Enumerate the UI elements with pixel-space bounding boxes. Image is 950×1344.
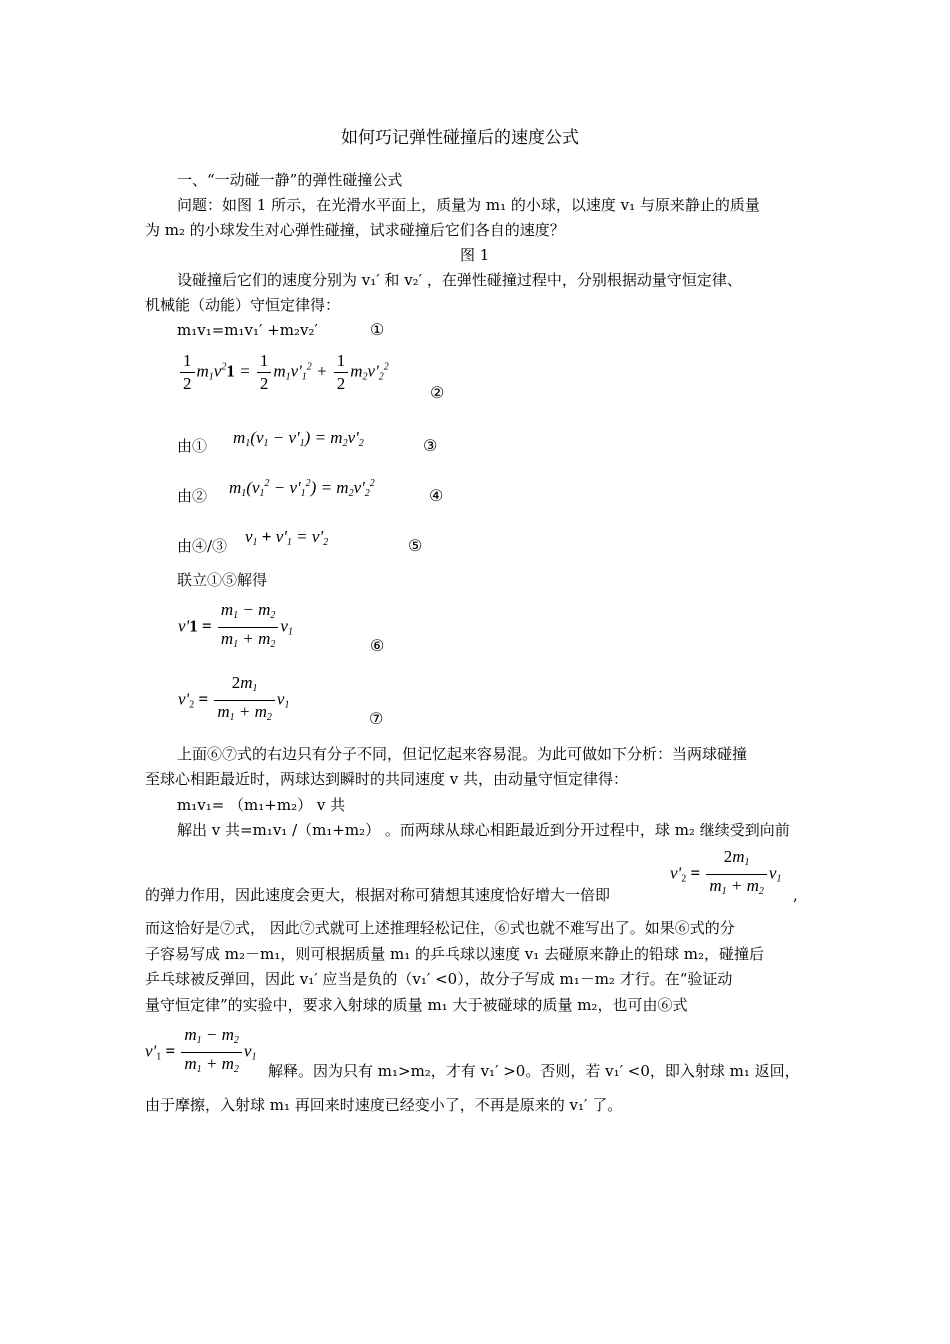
equation-7-image: $v'_2$ = $\frac{2m_1}{m_1 + m_2}$ $v_1$ — [178, 673, 290, 723]
problem-text-line-2: 为 m₂ 的小球发生对心弹性碰撞，试求碰撞后它们各自的速度？ — [145, 221, 565, 239]
page-title: 如何巧记弹性碰撞后的速度公式 — [341, 128, 579, 148]
setup-text-line-1: 设碰撞后它们的速度分别为 v₁′ 和 v₂′ ，在弹性碰撞过程中，分别根据动量守恒定律、 — [177, 271, 742, 289]
derivation-label-1: 由① — [177, 437, 208, 455]
equation-number-6: ⑥ — [370, 636, 385, 655]
equation-2-image: $\frac{1}{2}$ $m_1v^21$ = $\frac{1}{2}$ $m_1v'_1^2$ + $\frac{1}{2}$ $m_2v'_2^2$ — [178, 350, 389, 395]
equation-number-2: ② — [430, 383, 445, 402]
equation-number-3: ③ — [423, 436, 438, 455]
equation-number-4: ④ — [429, 486, 444, 505]
explanation-text-line-8: 由于摩擦，入射球 m₁ 再回来时速度已经变小了，不再是原来的 v₁′ 了。 — [145, 1096, 623, 1114]
derivation-label-2: 由② — [177, 487, 208, 505]
explanation-text-line-3: 而这恰好是⑦式， 因此⑦式就可上述推理轻松记住，⑥式也就不难写出了。如果⑥式的分 — [145, 919, 735, 937]
explanation-text-line-1: 解出 v 共=m₁v₁ /（m₁+m₂） 。而两球从球心相距最近到分开过程中，球 m₂ 继续受到向前 — [177, 821, 790, 839]
analysis-text-line-1: 上面⑥⑦式的右边只有分子不同，但记忆起来容易混。为此可做如下分析：当两球碰撞 — [177, 745, 748, 763]
section-heading: 一、“一动碰一静”的弹性碰撞公式 — [177, 171, 403, 189]
equation-4-image: $m_1(v_1^2 - v'_1^2) = m_2v'_2^2$ — [229, 478, 375, 499]
explanation-text-line-7: 解释。因为只有 m₁>m₂，才有 v₁′ >0。否则，若 v₁′ <0，即入射球 m₁ 返回， — [268, 1062, 800, 1080]
derivation-label-3: 由④/③ — [177, 537, 228, 555]
explanation-text-line-4: 子容易写成 m₂－m₁，则可根据质量 m₁ 的乒乓球以速度 v₁ 去碰原来静止的铅球 m₂，碰撞后 — [145, 945, 765, 963]
equation-6-inline-image: $v'_1$ = $\frac{m_1 - m_2}{m_1 + m_2}$ $v_1$ — [145, 1025, 257, 1075]
equation-1: m₁v₁=m₁v₁′ +m₂v₂′ — [177, 321, 318, 339]
equation-number-7: ⑦ — [369, 709, 384, 728]
problem-text-line-1: 问题：如图 1 所示，在光滑水平面上，质量为 m₁ 的小球，以速度 v₁ 与原来静止的质量 — [177, 196, 760, 214]
equation-3-image: $m_1(v_1 - v'_1) = m_2v'_2$ — [233, 428, 364, 449]
explanation-text-line-5: 乒乓球被反弹回，因此 v₁′ 应当是负的（v₁′ <0），故分子写成 m₁－m₂ 才行。在“验证动 — [145, 970, 733, 988]
combine-text: 联立①⑤解得 — [177, 571, 268, 589]
equation-number-1: ① — [370, 320, 385, 339]
equation-7-inline-image: $v'_2$ = $\frac{2m_1}{m_1 + m_2}$ $v_1$ — [670, 847, 782, 897]
analysis-text-line-2: 至球心相距最近时，两球达到瞬时的共同速度 v 共，由动量守恒定律得： — [145, 770, 629, 788]
equation-number-5: ⑤ — [408, 536, 423, 555]
explanation-text-line-2: 的弹力作用，因此速度会更大，根据对称可猜想其速度恰好增大一倍即 — [145, 886, 611, 904]
setup-text-line-2: 机械能（动能）守恒定律得： — [145, 296, 341, 314]
equation-5-image: $v_1 + v'_1 = v'_2$ — [245, 527, 329, 548]
figure-label: 图 1 — [460, 246, 490, 264]
equation-6-image: v'1 = $\frac{m_1 - m_2}{m_1 + m_2}$ $v_1$ — [178, 600, 293, 650]
comma: , — [793, 886, 798, 904]
explanation-text-line-6: 量守恒定律”的实验中，要求入射球的质量 m₁ 大于被碰球的质量 m₂，也可由⑥式 — [145, 996, 688, 1014]
common-velocity-equation: m₁v₁= （m₁+m₂） v 共 — [177, 796, 346, 814]
